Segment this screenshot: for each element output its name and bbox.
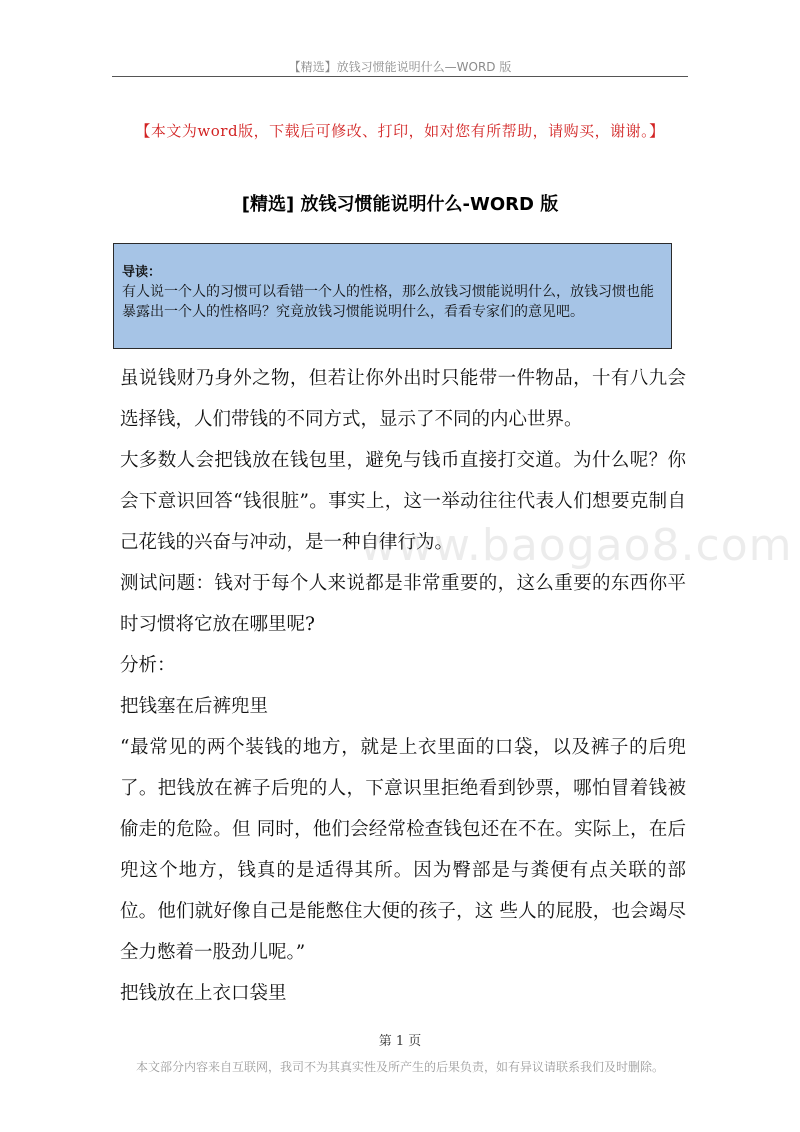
section-heading: 分析： — [120, 655, 176, 676]
watermark: www.baogao8.com — [360, 520, 793, 571]
page-number: 第 1 页 — [378, 1034, 422, 1049]
paragraph: 测试问题：钱对于每个人来说都是非常重要的，这么重要的东西你平时习惯将它放在哪里呢? — [120, 573, 686, 635]
paragraph: 虽说钱财乃身外之物，但若让你外出时只能带一件物品，十有八九会选择钱，人们带钱的不同方式，显示了不同的内心世界。 — [120, 368, 686, 430]
header-rule — [112, 76, 688, 77]
paragraph: 大多数人会把钱放在钱包里，避免与钱币直接打交道。为什么呢？你会下意识回答“钱很脏”。事实上，这一举动往往代表人们想要克制自己花钱的兴奋与冲动，是一种自律行为。 — [120, 450, 686, 553]
subheading: 把钱塞在后裤兜里 — [120, 696, 269, 717]
document-title: [精选] 放钱习惯能说明什么-WORD 版 — [241, 194, 559, 215]
purchase-notice: 【本文为word版，下载后可修改、打印，如对您有所帮助，请购买，谢谢。】 — [135, 122, 665, 140]
intro-text: 有人说一个人的习惯可以看错一个人的性格，那么放钱习惯能说明什么，放钱习惯也能暴露出一个人的性格吗？究竟放钱习惯能说明什么，看看专家们的意见吧。 — [122, 284, 654, 320]
footer-disclaimer: 本文部分内容来自互联网，我司不为其真实性及所产生的后果负责，如有异议请联系我们及时删除。 — [135, 1060, 664, 1074]
subheading: 把钱放在上衣口袋里 — [120, 983, 287, 1004]
body-text — [120, 358, 686, 1014]
running-header: 【精选】放钱习惯能说明什么—WORD 版 — [288, 60, 512, 74]
paragraph: “最常见的两个装钱的地方，就是上衣里面的口袋，以及裤子的后兜了。把钱放在裤子后兜的人，下意识里拒绝看到钞票，哪怕冒着钱被偷走的危险。但 同时，他们会经常检查钱包还在不在。实际上，在后兜这个地方，钱真的是适得其所。因为臀部是与粪便有点关联的部位。他们就好像自己是能憋住大便的孩子，这 些人的屁股，也会竭尽全力憋着一股劲儿呢。” — [120, 737, 686, 963]
intro-label: 导读： — [122, 265, 162, 280]
intro-box — [113, 243, 672, 349]
